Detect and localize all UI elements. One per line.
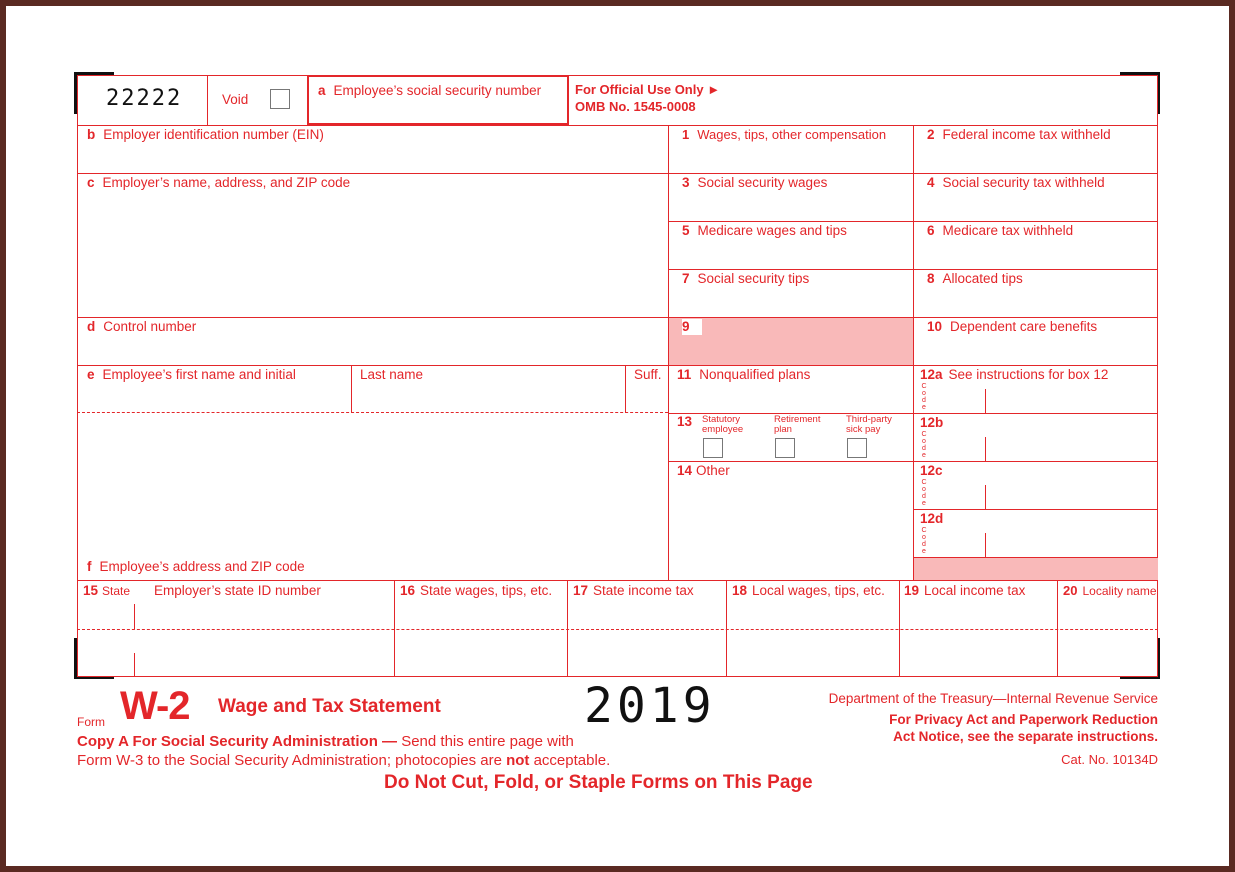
box-e-suffix-label: Suff. bbox=[634, 367, 662, 382]
box-7-label: 7 Social security tips bbox=[682, 271, 810, 286]
box-19-label: 19 Local income tax bbox=[904, 583, 1026, 598]
form-id-code: 22222 bbox=[106, 86, 183, 111]
box-12c-label: 12c bbox=[920, 463, 943, 478]
box-e-last-name-label: Last name bbox=[360, 367, 424, 382]
box-15-label: 15 State bbox=[83, 583, 131, 598]
box-12a-code-label: C o d e bbox=[921, 383, 927, 411]
privacy-act-line2: Act Notice, see the separate instructions. bbox=[893, 729, 1158, 744]
form-name-w2: W-2 bbox=[120, 684, 190, 728]
box-12d-label: 12d bbox=[920, 511, 944, 526]
tax-year: 2019 bbox=[584, 678, 716, 734]
box-4-label: 4 Social security tax withheld bbox=[927, 175, 1105, 190]
box-13-retirement-label: Retirement plan bbox=[774, 414, 821, 435]
box-14-label: 14 Other bbox=[677, 463, 730, 478]
box-17-label: 17 State income tax bbox=[573, 583, 694, 598]
box-3-label: 3 Social security wages bbox=[682, 175, 828, 190]
box-12a-label: 12a See instructions for box 12 bbox=[920, 367, 1109, 382]
box-9-label: 9 bbox=[682, 319, 702, 335]
box-15-state-id-label: Employer’s state ID number bbox=[154, 583, 321, 598]
box-9-shade bbox=[668, 317, 913, 365]
form-title: Wage and Tax Statement bbox=[218, 696, 441, 717]
statutory-employee-checkbox[interactable] bbox=[703, 438, 723, 458]
privacy-act-line1: For Privacy Act and Paperwork Reduction bbox=[889, 712, 1158, 727]
void-checkbox[interactable] bbox=[270, 89, 290, 109]
box-6-label: 6 Medicare tax withheld bbox=[927, 223, 1074, 238]
box-20-label: 20 Locality name bbox=[1063, 583, 1157, 598]
box-12d-code-label: C o d e bbox=[921, 527, 927, 555]
box-12d-bottom-shade bbox=[913, 557, 1158, 580]
box-5-label: 5 Medicare wages and tips bbox=[682, 223, 847, 238]
box-13-label: 13 bbox=[677, 414, 693, 429]
box-12c-code-label: C o d e bbox=[921, 479, 927, 507]
box-11-label: 11 Nonqualified plans bbox=[677, 367, 811, 382]
box-d-label: d Control number bbox=[87, 319, 197, 334]
third-party-sick-pay-checkbox[interactable] bbox=[847, 438, 867, 458]
box-10-label: 10 Dependent care benefits bbox=[927, 319, 1098, 334]
do-not-cut-warning: Do Not Cut, Fold, or Staple Forms on This Page bbox=[384, 772, 813, 793]
official-use-label: For Official Use Only ► bbox=[575, 82, 721, 97]
omb-number: OMB No. 1545-0008 bbox=[575, 99, 696, 114]
retirement-plan-checkbox[interactable] bbox=[775, 438, 795, 458]
box-8-label: 8 Allocated tips bbox=[927, 271, 1023, 286]
w2-form-page bbox=[6, 6, 1229, 866]
box-b-label: b Employer identification number (EIN) bbox=[87, 127, 324, 142]
box-13-thirdparty-label: Third-party sick pay bbox=[846, 414, 892, 435]
box-12b-code-label: C o d e bbox=[921, 431, 927, 459]
form-word: Form bbox=[77, 715, 105, 729]
box-c-label: c Employer’s name, address, and ZIP code bbox=[87, 175, 351, 190]
box-18-label: 18 Local wages, tips, etc. bbox=[732, 583, 885, 598]
treasury-dept: Department of the Treasury—Internal Revenue Service bbox=[828, 691, 1158, 706]
box-e-label: e Employee’s first name and initial bbox=[87, 367, 296, 382]
void-label: Void bbox=[222, 92, 249, 107]
box-1-label: 1 Wages, tips, other compensation bbox=[682, 127, 887, 142]
box-16-label: 16 State wages, tips, etc. bbox=[400, 583, 553, 598]
box-13-statutory-label: Statutory employee bbox=[702, 414, 744, 435]
cat-number: Cat. No. 10134D bbox=[1061, 752, 1158, 767]
box-2-label: 2 Federal income tax withheld bbox=[927, 127, 1111, 142]
box-12b-label: 12b bbox=[920, 415, 944, 430]
copy-a-line1: Copy A For Social Security Administration — Send this entire page with bbox=[77, 733, 574, 750]
copy-a-line2: Form W-3 to the Social Security Administration; photocopies are not acceptable. bbox=[77, 752, 611, 769]
box-f-label: f Employee’s address and ZIP code bbox=[87, 559, 305, 574]
box-a-label: a Employee’s social security number bbox=[318, 83, 542, 98]
